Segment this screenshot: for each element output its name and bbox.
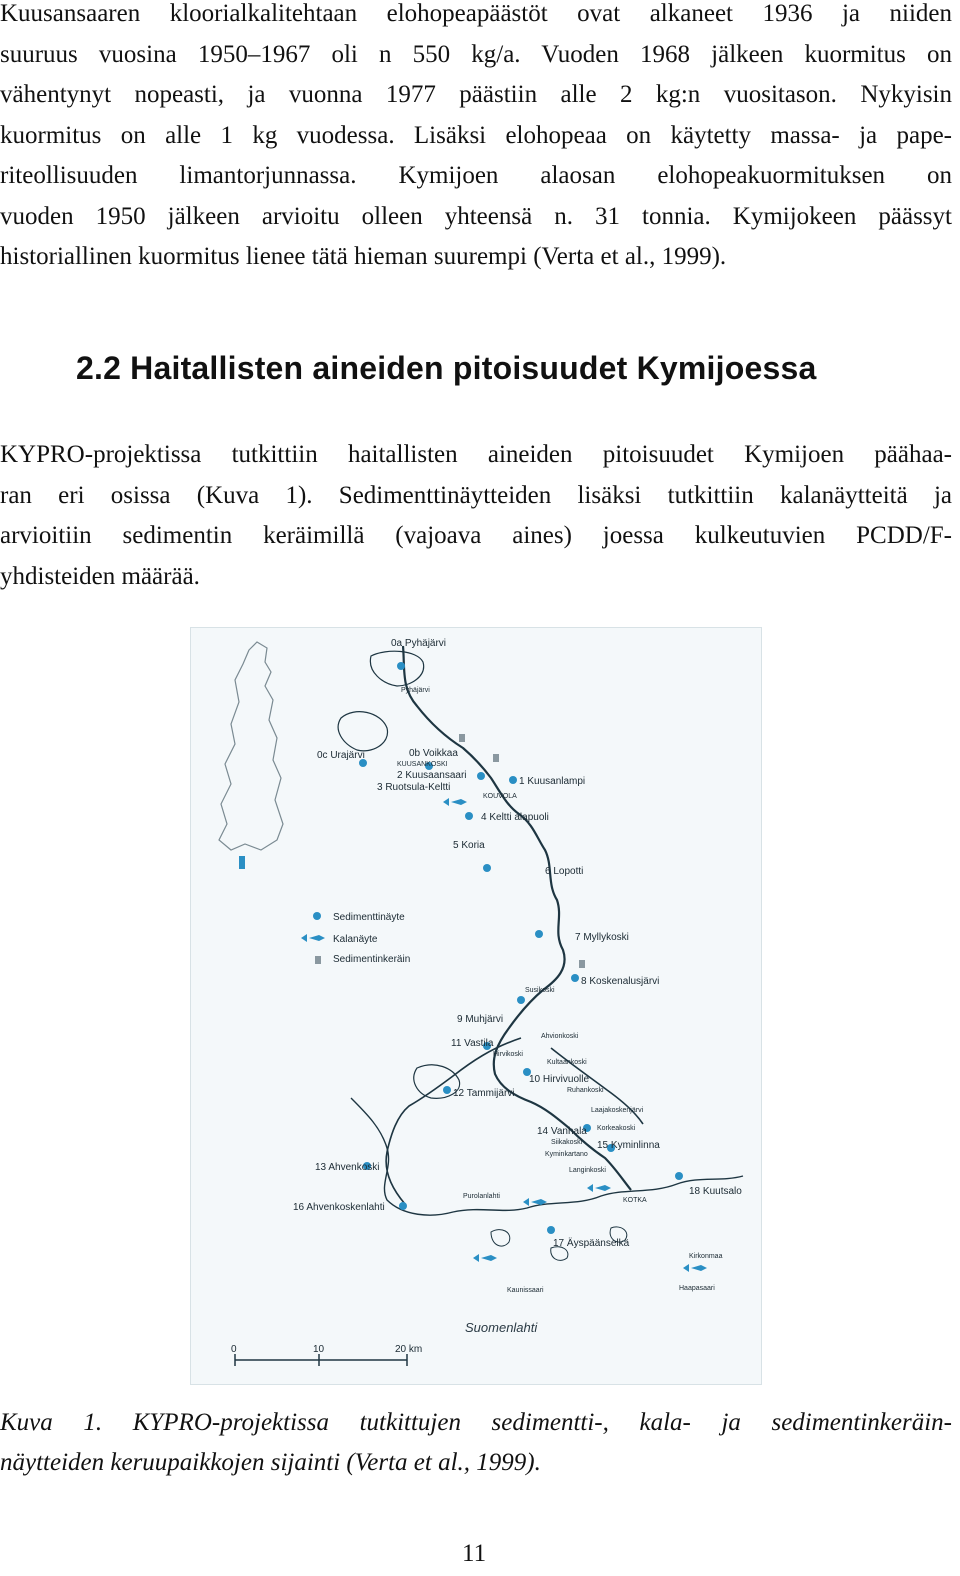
site-label: 10 Hirvivuolle [529, 1074, 590, 1085]
site-label: 14 Vanhala [537, 1126, 587, 1137]
site-label: KOTKA [623, 1197, 647, 1204]
figure-caption [0, 1403, 952, 1483]
site-label: 1 Kuusanlampi [519, 776, 586, 787]
site-dot [571, 974, 579, 982]
section-heading: 2.2 Haitallisten aineiden pitoisuudet Kymijoessa [76, 350, 817, 386]
text-line: ran eri osissa (Kuva 1). Sedimenttinäytteiden lisäksi tutkittiin kalanäytteitä ja [0, 481, 952, 509]
site-dot [313, 912, 321, 920]
site-dot [397, 662, 405, 670]
site-label: Ruhankoski [567, 1087, 604, 1094]
site-label: Kultaankoski [547, 1059, 587, 1066]
lake-pyhajarvi [370, 651, 423, 686]
site-label: Kyminkartano [545, 1151, 588, 1158]
scale-label: 10 [313, 1344, 325, 1355]
site-label: Laajakoskenjärvi [591, 1107, 644, 1114]
site-dot [465, 812, 473, 820]
site-label: Susikoski [525, 987, 555, 994]
text-line: arvioitiin sedimentin keräimillä (vajoava aines) joessa kulkeutuvien PCDD/F- [0, 522, 952, 549]
river-west-branch [386, 1038, 521, 1204]
finland-outline [219, 642, 283, 850]
site-label: KOUVOLA [483, 793, 517, 800]
site-label: 0a Pyhäjärvi [391, 638, 447, 649]
sampling-site-map [190, 627, 762, 1385]
scale-label: 0 [231, 1344, 237, 1355]
site-dot [483, 864, 491, 872]
site-label: Haapasaari [679, 1285, 715, 1292]
lake-urajarvi [338, 712, 387, 751]
legend-trap-label: Sedimentinkeräin [333, 954, 411, 965]
caption-line: Kuva 1. KYPRO-projektissa tutkittujen sedimentti-, kala- ja sedimentinkeräin- [0, 1409, 952, 1436]
site-label: 3 Ruotsula-Keltti [377, 782, 451, 793]
site-label: Ahvionkoski [541, 1033, 579, 1040]
site-label: 2 Kuusaansaari [397, 770, 467, 781]
site-label: 17 Äyspäänselkä [553, 1238, 630, 1249]
body-paragraph-kypro [0, 435, 952, 597]
site-label: Pyhäjärvi [401, 687, 430, 694]
site-label: Langinkoski [569, 1167, 606, 1174]
scale-label: 20 km [395, 1344, 423, 1355]
site-dot [477, 772, 485, 780]
site-dot [443, 1086, 451, 1094]
fish-icon [683, 1264, 707, 1272]
site-label: 9 Muhjärvi [457, 1014, 504, 1025]
text-line: suuruus vuosina 1950–1967 oli n 550 kg/a. Vuoden 1968 jälkeen kuormitus on [0, 40, 952, 68]
site-dot [517, 996, 525, 1004]
site-dot [535, 930, 543, 938]
site-dot [399, 1202, 407, 1210]
fish-icon [301, 934, 325, 942]
site-label: Korkeakoski [597, 1125, 636, 1132]
text-line: yhdisteiden määrää. [0, 562, 200, 590]
fish-icon [443, 798, 467, 806]
site-label: 0c Urajärvi [317, 750, 365, 761]
body-paragraph-mercury [0, 0, 952, 278]
text-line: kuormitus on alle 1 kg vuodessa. Lisäksi elohopeaa on käytetty massa- ja pape- [0, 121, 952, 149]
site-label: 12 Tammijärvi [453, 1088, 515, 1099]
site-label: 11 Vastila [451, 1038, 494, 1049]
trap-icon [493, 754, 499, 762]
site-label: Siikakoski [551, 1139, 583, 1146]
site-label: Hirvikoski [493, 1051, 523, 1058]
site-label: 0b Voikkaa [409, 748, 458, 759]
site-label: 7 Myllykoski [575, 932, 629, 943]
site-label: 6 Lopotti [545, 866, 584, 877]
site-label: Purolanlahti [463, 1193, 500, 1200]
scale-bar [235, 1354, 407, 1366]
site-label: KUUSANKOSKI [397, 761, 448, 768]
site-label: 13 Ahvenkoski [315, 1162, 380, 1173]
caption-line: näytteiden keruupaikkojen sijainti (Verta et al., 1999). [0, 1449, 541, 1476]
legend-fish-label: Kalanäyte [333, 934, 378, 945]
trap-icon [459, 734, 465, 742]
page-number: 11 [462, 1540, 487, 1567]
site-dot [675, 1172, 683, 1180]
site-label: 16 Ahvenkoskenlahti [293, 1202, 385, 1213]
text-line: historiallinen kuormitus lienee tätä hieman suurempi (Verta et al., 1999). [0, 243, 727, 270]
site-label: Kaunissaari [507, 1287, 544, 1294]
text-line: KYPRO-projektissa tutkittiin haitallisten aineiden pitoisuudet Kymijoen päähaa- [0, 441, 952, 468]
trap-icon [315, 956, 321, 964]
sea-label: Suomenlahti [465, 1320, 538, 1335]
legend-sediment-label: Sedimenttinäyte [333, 912, 405, 923]
fish-icon [473, 1254, 497, 1262]
site-dot [547, 1226, 555, 1234]
fish-icon [587, 1184, 611, 1192]
site-label: 18 Kuutsalo [689, 1186, 742, 1197]
site-label: 5 Koria [453, 840, 485, 851]
text-line: vuoden 1950 jälkeen arvioitu olleen yhteensä n. 31 tonnia. Kymijokeen päässyt [0, 202, 952, 230]
text-line: riteollisuuden limantorjunnassa. Kymijoen alaosan elohopeakuormituksen on [0, 162, 952, 189]
text-line: vähentynyt nopeasti, ja vuonna 1977 päästiin alle 2 kg:n vuositason. Nykyisin [0, 81, 952, 108]
text-line: Kuusansaaren kloorialkalitehtaan elohopeapäästöt ovat alkaneet 1936 ja niiden [0, 0, 952, 27]
trap-icon [579, 960, 585, 968]
map-canvas [191, 628, 761, 1384]
site-label: 8 Koskenalusjärvi [581, 976, 660, 987]
finland-region-marker [239, 856, 245, 869]
site-label: Kirkonmaa [689, 1253, 723, 1260]
site-dot [509, 776, 517, 784]
site-label: 4 Keltti alapuoli [481, 812, 549, 823]
site-label: 15 Kyminlinna [597, 1140, 660, 1151]
